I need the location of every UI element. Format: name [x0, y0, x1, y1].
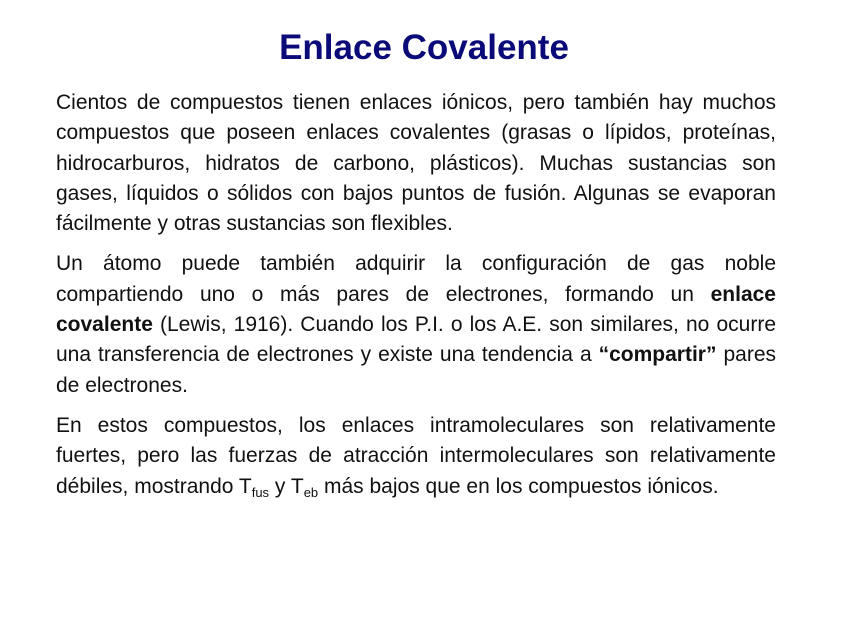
- paragraph-2-text-a: Un átomo puede también adquirir la configuración de gas noble compartiendo uno o más pares de electrones, formando un: [56, 252, 776, 306]
- paragraph-3-text-c: más bajos que en los compuestos iónicos.: [318, 474, 719, 498]
- slide-title: Enlace Covalente: [279, 28, 569, 67]
- paragraph-2: [56, 249, 776, 400]
- slide-body: [56, 88, 776, 512]
- paragraph-2-text-b: (Lewis, 1916). Cuando los P.I. o los A.E. son similares, no ocurre una transferencia de electrones y existe una tendencia a: [56, 313, 776, 367]
- term-compartir: “compartir”: [598, 343, 717, 367]
- subscript-eb: eb: [303, 484, 319, 500]
- subscript-fus: fus: [251, 484, 270, 500]
- paragraph-3-text-b: y T: [269, 474, 304, 498]
- paragraph-3: [56, 411, 776, 502]
- term-enlace-covalente: enlace covalente: [56, 282, 776, 337]
- paragraph-3-text-a: En estos compuestos, los enlaces intramoleculares son relativamente fuertes, pero las fuerzas de atracción intermoleculares son relativamente débiles, mostrando T: [56, 413, 776, 498]
- paragraph-1: Cientos de compuestos tienen enlaces iónicos, pero también hay muchos compuestos que poseen enlaces covalentes (grasas o lípidos, proteínas, hidrocarburos, hidratos de carbono, plásticos). Muchas sustancias son gases, líquidos o sólidos con bajos puntos de fusión. Algunas se evaporan fácilmente y otras sustancias son flexibles.: [56, 91, 776, 236]
- paragraph-2-text-c: pares de electrones.: [56, 343, 776, 397]
